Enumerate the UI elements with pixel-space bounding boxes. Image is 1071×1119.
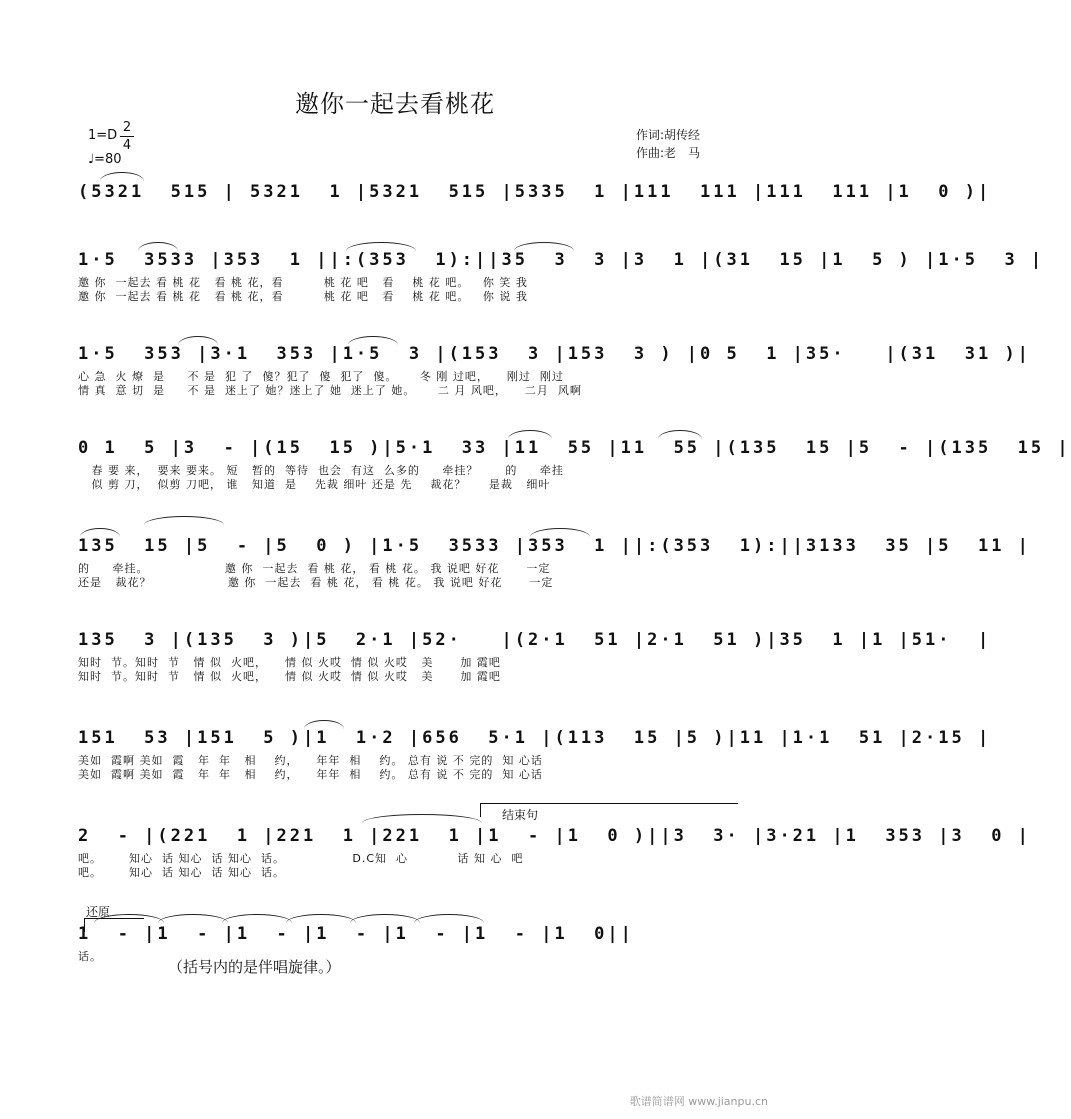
slur-mark [144, 516, 224, 525]
lyric-verse-2: 似 剪 刀， 似剪 刀吧， 谁 知道 是 先裁 细叶 还是 先 裁花？ 是裁 细叶 [78, 478, 551, 491]
lyric-verse-2: 知时 节。知时 节 情 似 火吧， 情 似 火哎 情 似 火哎 美 加 霞吧 [78, 670, 501, 683]
slur-mark [304, 720, 344, 729]
slur-mark [530, 528, 590, 537]
slur-mark [362, 814, 482, 823]
slur-mark [508, 430, 552, 439]
slur-mark [158, 914, 228, 923]
ending-bracket-side [480, 803, 481, 817]
notation-line: 1 - |1 - |1 - |1 - |1 - |1 - |1 0|| [78, 924, 634, 944]
lyric-verse-1: 美如 霞啊 美如 霞 年 年 相 约， 年年 相 约。 总有 说 不 完的 知 心话 [78, 754, 543, 767]
footnote: （括号内的是伴唱旋律。） [168, 958, 341, 976]
notation-line: 135 15 |5 - |5 0 ) |1·5 3533 |353 1 ||:(353 1):||3133 35 |5 11 | [78, 536, 1031, 556]
slur-mark [178, 336, 218, 345]
slur-mark [138, 242, 178, 251]
key-signature: 1=D [88, 128, 118, 143]
time-signature [120, 120, 134, 153]
lyric-verse-1: 心 急 火 燎 是 不 是 犯 了 傻？犯了 傻 犯了 傻。 冬 刚 过吧， 刚过 刚过 [78, 370, 564, 383]
composer-credit: 作曲:老 马 [636, 146, 701, 160]
tempo-marking: ♩=80 [88, 152, 122, 167]
lyric-verse-2: 美如 霞啊 美如 霞 年 年 相 约， 年年 相 约。 总有 说 不 完的 知 心话 [78, 768, 543, 781]
notation-line: 0 1 5 |3 - |(15 15 )|5·1 33 |11 55 |11 55 |(135 15 |5 - |(135 15 | [78, 438, 1071, 458]
notation-line: 135 3 |(135 3 )|5 2·1 |52· |(2·1 51 |2·1 51 )|35 1 |1 |51· | [78, 630, 992, 650]
music-system-1 [78, 182, 992, 212]
lyric-verse-1: 的 牵挂。 邀 你 一起去 看 桃 花， 看 桃 花。 我 说吧 好花 一定 [78, 562, 551, 575]
slur-mark [222, 914, 292, 923]
music-system-6 [78, 630, 992, 686]
music-system-4 [78, 438, 1071, 494]
time-signature-bottom: 4 [122, 138, 132, 153]
lyric-verse-2: 情 真 意 切 是 不 是 迷上了 她？迷上了 她 迷上了 她。 二 月 风吧， 二月 风啊 [78, 384, 582, 397]
music-system-3 [78, 344, 1031, 400]
ending-label: 结束句 [502, 808, 539, 822]
time-signature-top: 2 [122, 120, 132, 135]
restore-label: 还原 [86, 905, 111, 919]
lyric-verse-1: 春 要 来， 要来 要来。 短 暂的 等待 也会 有这 么多的 牵挂？ 的 牵挂 [78, 464, 564, 477]
slur-mark [414, 914, 484, 923]
lyric-verse-2: 邀 你 一起去 看 桃 花 看 桃 花，看 桃 花 吧 看 桃 花 吧。 你 说 我 [78, 290, 528, 303]
lyric-verse-1: 知时 节。知时 节 情 似 火吧， 情 似 火哎 情 似 火哎 美 加 霞吧 [78, 656, 501, 669]
slur-mark [658, 430, 702, 439]
lyric-verse-2: 吧。 知心 话 知心 话 知心 话。 [78, 866, 285, 879]
lyric-verse-1: 邀 你 一起去 看 桃 花 看 桃 花，看 桃 花 吧 看 桃 花 吧。 你 笑 我 [78, 276, 528, 289]
time-signature-divider [120, 136, 134, 137]
lyric-verse-2: 还是 裁花？ 邀 你 一起去 看 桃 花， 看 桃 花。 我 说吧 好花 一定 [78, 576, 554, 589]
slur-mark [80, 528, 120, 537]
music-system-8 [78, 826, 1031, 882]
slur-mark [100, 172, 144, 181]
site-watermark: 歌谱简谱网 www.jianpu.cn [629, 1095, 768, 1108]
lyric-verse-1: 话。 [78, 950, 102, 963]
slur-mark [348, 336, 398, 345]
slur-mark [350, 914, 420, 923]
slur-mark [514, 242, 574, 251]
lyric-verse-1: 吧。 知心 话 知心 话 知心 话。 D.C知 心 话 知 心 吧 [78, 852, 524, 865]
lyricist-credit: 作词:胡传经 [636, 128, 701, 142]
notation-line: 1·5 353 |3·1 353 |1·5 3 |(153 3 |153 3 ) |0 5 1 |35· |(31 31 )| [78, 344, 1031, 364]
slur-mark [346, 242, 416, 251]
music-system-5 [78, 536, 1031, 592]
notation-line: (5321 515 | 5321 1 |5321 515 |5335 1 |111 111 |111 111 |1 0 )| [78, 182, 992, 202]
notation-line: 2 - |(221 1 |221 1 |221 1 |1 - |1 0 )||3 3· |3·21 |1 353 |3 0 | [78, 826, 1031, 846]
notation-line: 151 53 |151 5 )|1 1·2 |656 5·1 |(113 15 |5 )|11 |1·1 51 |2·15 | [78, 728, 992, 748]
slur-mark [94, 914, 164, 923]
music-system-2 [78, 250, 1045, 306]
notation-line: 1·5 3533 |353 1 ||:(353 1):||35 3 3 |3 1 |(31 15 |1 5 ) |1·5 3 | [78, 250, 1045, 270]
ending-bracket-top [480, 803, 738, 804]
slur-mark [286, 914, 356, 923]
music-system-7 [78, 728, 992, 784]
song-title: 邀你一起去看桃花 [295, 90, 495, 118]
